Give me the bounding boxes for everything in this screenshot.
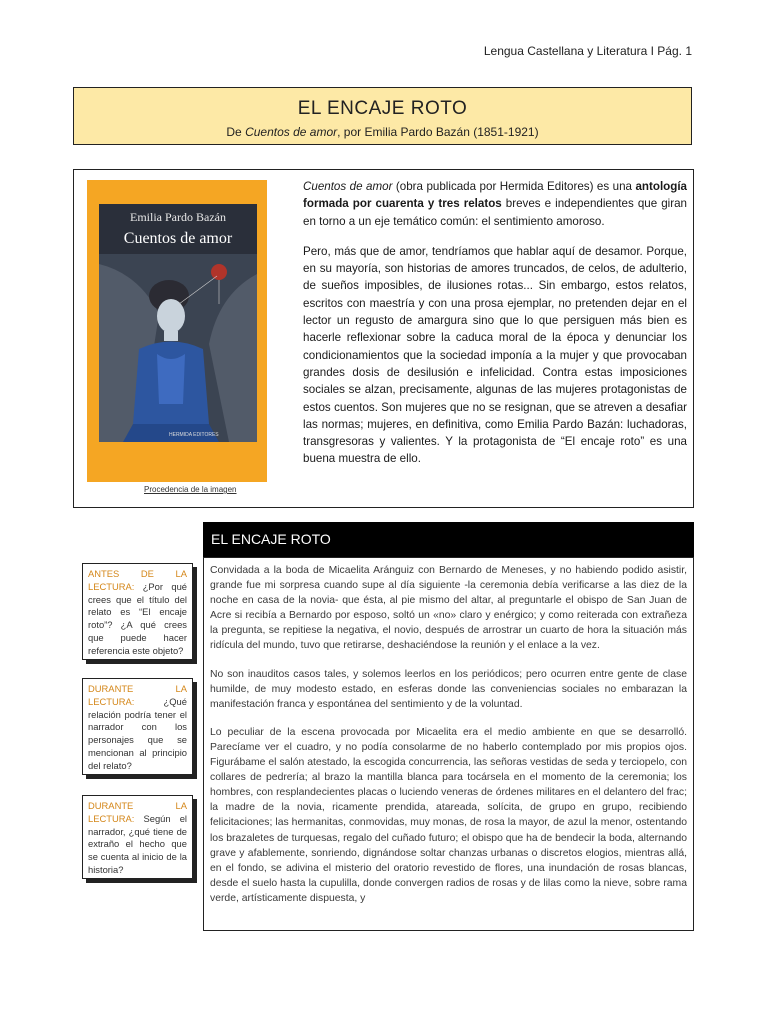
intro-paragraph-2: Pero, más que de amor, tendríamos que hablar aquí de desamor. Porque, en su mayoría, son historias de amores truncados, de celos, de adulterio, de sueños imposibles, de ilusiones rotas... Sin embargo, estos relatos, escritos con maestría y con una prosa ejemplar, no pretenden dejar en el lector un regusto de amargura sino que lo que persiguen más bien es hacerle reflexionar sobre la caduca moral de la época y denunciar los condicionamientos que la sociedad imponía a la mujer y que provocaban grandes dosis de desilusión e infelicidad. Contra estas imposiciones sociales se alzan, precisamente, algunas de las mujeres protagonistas de estos cuentos. Son mujeres que no se resignan, que se atreven a desafiar las normas; mujeres, en definitiva, como Emilia Pardo Bazán: luchadoras, transgresoras y valientes. Y la protagonista de “El encaje roto” es una buena muestra de ello.	[303, 244, 687, 466]
title-box	[73, 87, 692, 145]
story-paragraph-2: No son inauditos casos tales, y solemos leerlos en los periódicos; pero ocurren entre gente de clase humilde, de muy modesto estado, en esferas donde las conveniencias sociales no embarazan la manifestación franca y espontánea del sentimiento y de la voluntad.	[210, 668, 687, 710]
question-text: Según el narrador, ¿qué tiene de extraño el hecho que se cuenta al inicio de la historia?	[88, 812, 187, 875]
intro-work-title: Cuentos de amor	[303, 180, 393, 193]
image-source-link[interactable]: Procedencia de la imagen	[144, 485, 237, 494]
subtitle-suffix: , por Emilia Pardo Bazán (1851-1921)	[337, 125, 539, 139]
subtitle-prefix: De	[226, 125, 246, 139]
cover-publisher: HERMIDA EDITORES	[169, 432, 219, 438]
intro-p1-b: breves e independientes que giran en torno a un eje temático común: el sentimiento amoroso.	[303, 197, 687, 228]
question-box-during-reading-1	[82, 678, 193, 775]
intro-p1-a: (obra publicada por Hermida Editores) es una	[392, 180, 636, 193]
question-label: ANTES DE LA LECTURA:	[88, 568, 187, 592]
cover-title: Cuentos de amor	[123, 230, 233, 247]
question-label: DURANTE LA LECTURA:	[88, 683, 187, 707]
question-text: ¿Por qué crees que el título del relato es “El encaje roto”? ¿A qué crees que puede hacer referencia este objeto?	[88, 580, 187, 656]
book-cover-image	[87, 180, 267, 482]
cover-author: Emilia Pardo Bazán	[130, 210, 226, 224]
question-text: ¿Qué relación podría tener el narrador con los personajes que se mencionan al principio del relato?	[88, 695, 187, 771]
document-title: EL ENCAJE ROTO	[297, 98, 468, 119]
question-box-during-reading-2	[82, 795, 193, 879]
story-text-box[interactable]	[203, 557, 694, 931]
page-header: Lengua Castellana y Literatura I Pág. 1	[483, 44, 692, 58]
cover-illustration	[99, 204, 257, 442]
intro-paragraph-1	[303, 178, 687, 230]
intro-p1-bold: antología formada por cuarenta y tres relatos	[303, 180, 687, 211]
cover-artwork	[99, 204, 257, 442]
story-paragraph-3: Lo peculiar de la escena provocada por Micaelita era el medio ambiente en que se desarrolló. Parecíame ver el cuadro, y no podía consolarme de no haberlo contemplado por mis propios ojos. Figurábame el salón atestado, la escogida concurrencia, las señoras vestidas de seda y terciopelo, con collares de pedrería; al brazo la mantilla blanca para tocársela en el momento de la ceremonia; los hombres, con resplandecientes placas o luciendo veneras de órdenes militares en el delantero del frac; la madre de la novia, ricamente prendida, atareada, solícita, de grupo en grupo, recibiendo felicitaciones; las hermanitas, conmovidas, muy monas, de rosa la mayor, de azul la menor, ostentando los brazaletes de turquesas, regalo del cuñado futuro; el obispo que ha de bendecir la boda, alternando grave y afablemente, sonriendo, dignándose soltar chanzas urbanas o discretos elogios, mientras allá, en el fondo, se adivina el misterio del oratorio revestido de flores, una inundación de rosas blancas, desde el suelo hasta la cupulilla, donde convergen radios de rosas y de lilas como la nieve, sobre rama verde, artísticamente dispuesta, y	[210, 726, 687, 904]
story-paragraph-1: Convidada a la boda de Micaelita Aránguiz con Bernardo de Meneses, y no habiendo podido asistir, grande fue mi sorpresa cuando supe al día siguiente -la ceremonia debía verificarse a las diez de la noche en casa de la novia- que ésta, al pie mismo del altar, al preguntarle el obispo de San Juan de Acre si recibía a Bernardo por esposo, soltó un «no» claro y enérgico; y como reiterada con extrañeza la pregunta, se repitiese la negativa, el novio, después de arrostrar un cuarto de hora la situación más ridícula del mundo, tuvo que retirarse, deshaciéndose la reunión y el enlace a la vez.	[210, 565, 687, 652]
question-label: DURANTE LA LECTURA:	[88, 800, 187, 824]
section-title: EL ENCAJE ROTO	[203, 522, 694, 557]
intro-text	[303, 178, 687, 481]
subtitle-work: Cuentos de amor	[245, 125, 338, 139]
document-subtitle	[74, 125, 691, 139]
story-text	[204, 558, 693, 906]
intro-box	[73, 169, 694, 508]
question-box-before-reading	[82, 563, 193, 660]
